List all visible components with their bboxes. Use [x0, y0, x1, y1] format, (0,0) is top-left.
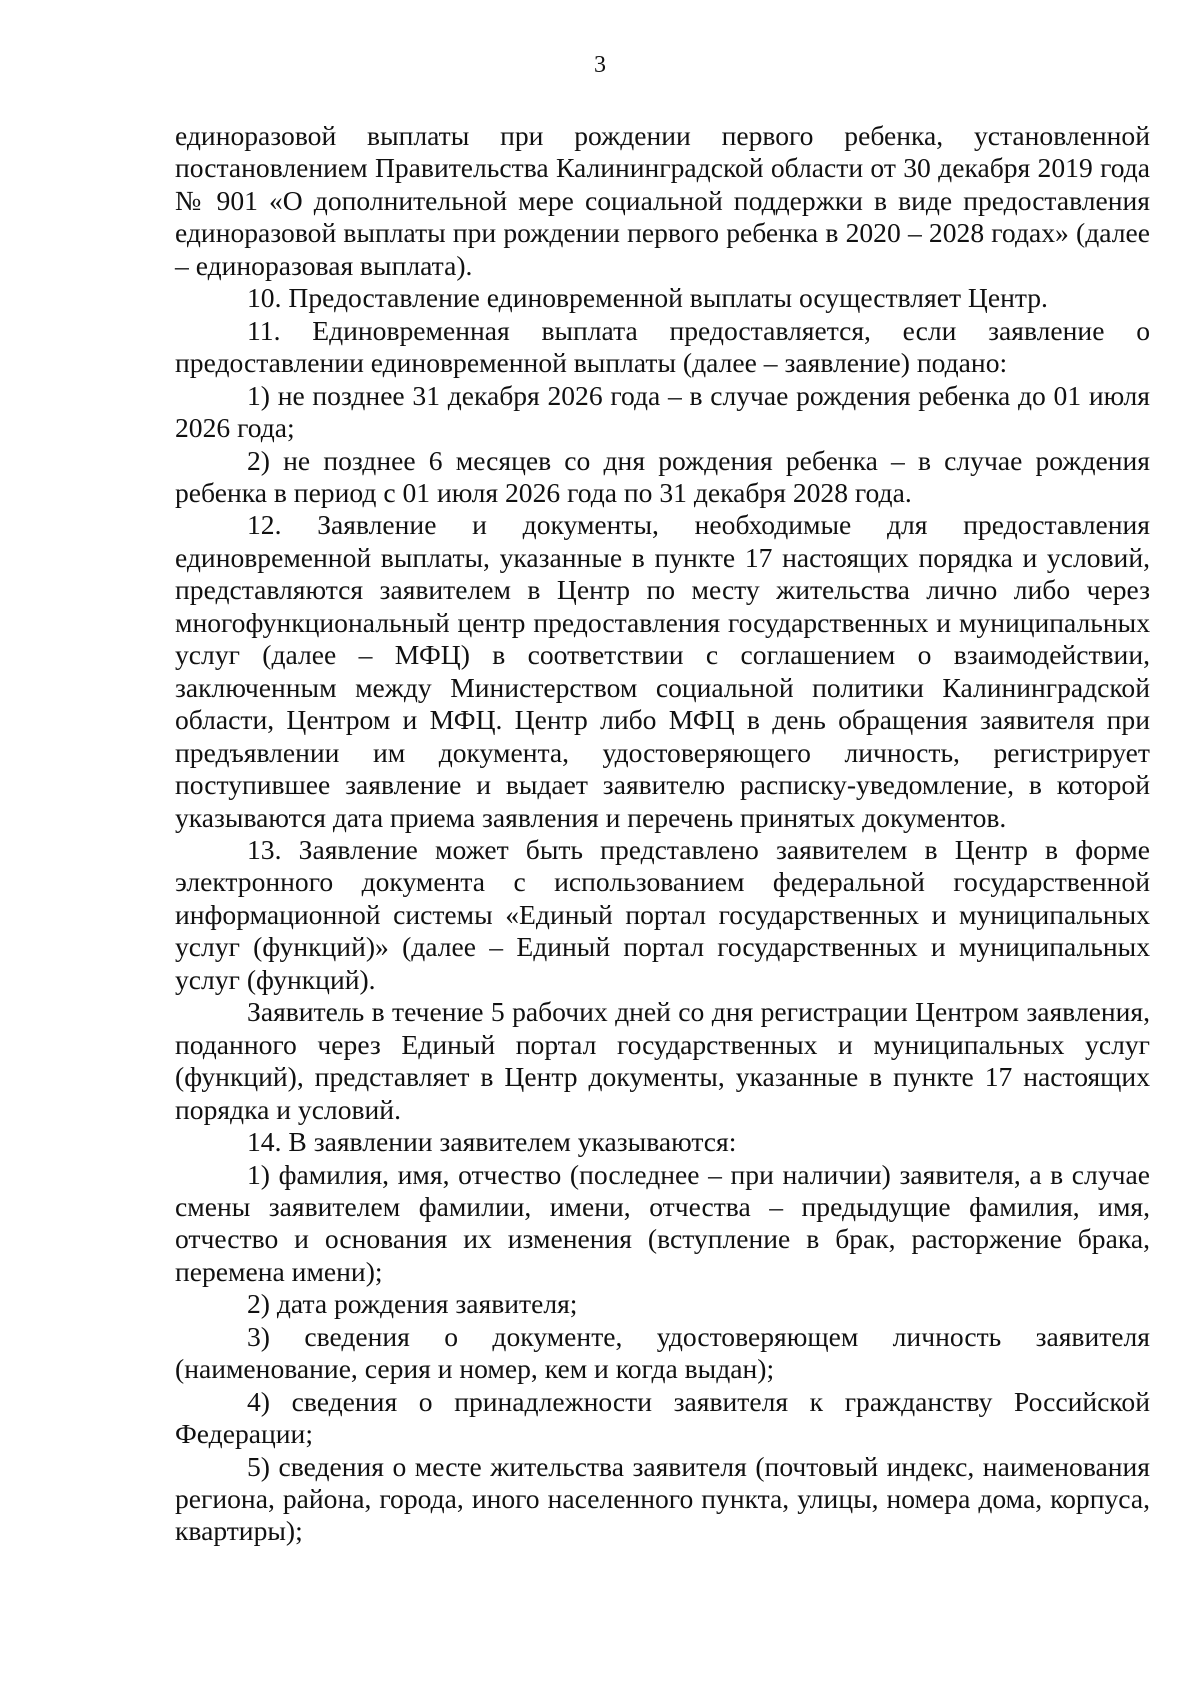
document-body: [175, 120, 1150, 1548]
paragraph: Заявитель в течение 5 рабочих дней со дня регистрации Центром заявления, поданного через Единый портал государственных и муниципальных услуг (функций), представляет в Центр документы, указанные в пункте 17 настоящих порядка и условий.: [175, 996, 1150, 1125]
paragraph: 14. В заявлении заявителем указываются:: [247, 1126, 737, 1158]
list-item: 1) фамилия, имя, отчество (последнее – при наличии) заявителя, а в случае смены заявителем фамилии, имени, отчества – предыдущие фамилия, имя, отчество и основания их изменения (вступление в брак, расторжение брака, перемена имени);: [175, 1158, 1150, 1287]
list-item: 2) дата рождения заявителя;: [247, 1288, 578, 1320]
paragraph: 13. Заявление может быть представлено заявителем в Центр в форме электронного документа с использованием федеральной государственной информационной системы «Единый портал государственных и муниципальных услуг (функций)» (далее – Единый портал государственных и муниципальных услуг (функций).: [175, 833, 1150, 995]
paragraph: 12. Заявление и документы, необходимые для предоставления единовременной выплаты, указанные в пункте 17 настоящих порядка и условий, представляются заявителем в Центр по месту жительства лично либо через многофункциональный центр предоставления государственных и муниципальных услуг (далее – МФЦ) в соответствии с соглашением о взаимодействии, заключенным между Министерством социальной политики Калининградской области, Центром и МФЦ. Центр либо МФЦ в день обращения заявителя при предъявлении им документа, удостоверяющего личность, регистрирует поступившее заявление и выдает заявителю расписку-уведомление, в которой указываются дата приема заявления и перечень принятых документов.: [175, 509, 1150, 833]
list-item: 3) сведения о документе, удостоверяющем личность заявителя (наименование, серия и номер, кем и когда выдан);: [175, 1320, 1150, 1385]
list-item: 5) сведения о месте жительства заявителя (почтовый индекс, наименования региона, района, города, иного населенного пункта, улицы, номера дома, корпуса, квартиры);: [175, 1450, 1150, 1547]
paragraph: единоразовой выплаты при рождении первого ребенка, установленной постановлением Правительства Калининградской области от 30 декабря 2019 года № 901 «О дополнительной мере социальной поддержки в виде предоставления единоразовой выплаты при рождении первого ребенка в 2020 – 2028 годах» (далее – единоразовая выплата).: [175, 120, 1150, 281]
paragraph: 11. Единовременная выплата предоставляется, если заявление о предоставлении единовременной выплаты (далее – заявление) подано:: [175, 314, 1150, 379]
page-number: 3: [594, 52, 606, 78]
paragraph: 10. Предоставление единовременной выплаты осуществляет Центр.: [247, 282, 1048, 314]
list-item: 4) сведения о принадлежности заявителя к гражданству Российской Федерации;: [175, 1385, 1150, 1450]
list-item: 2) не позднее 6 месяцев со дня рождения ребенка – в случае рождения ребенка в период с 01 июля 2026 года по 31 декабря 2028 года.: [175, 444, 1150, 508]
list-item: 1) не позднее 31 декабря 2026 года – в случае рождения ребенка до 01 июля 2026 года;: [175, 379, 1150, 444]
